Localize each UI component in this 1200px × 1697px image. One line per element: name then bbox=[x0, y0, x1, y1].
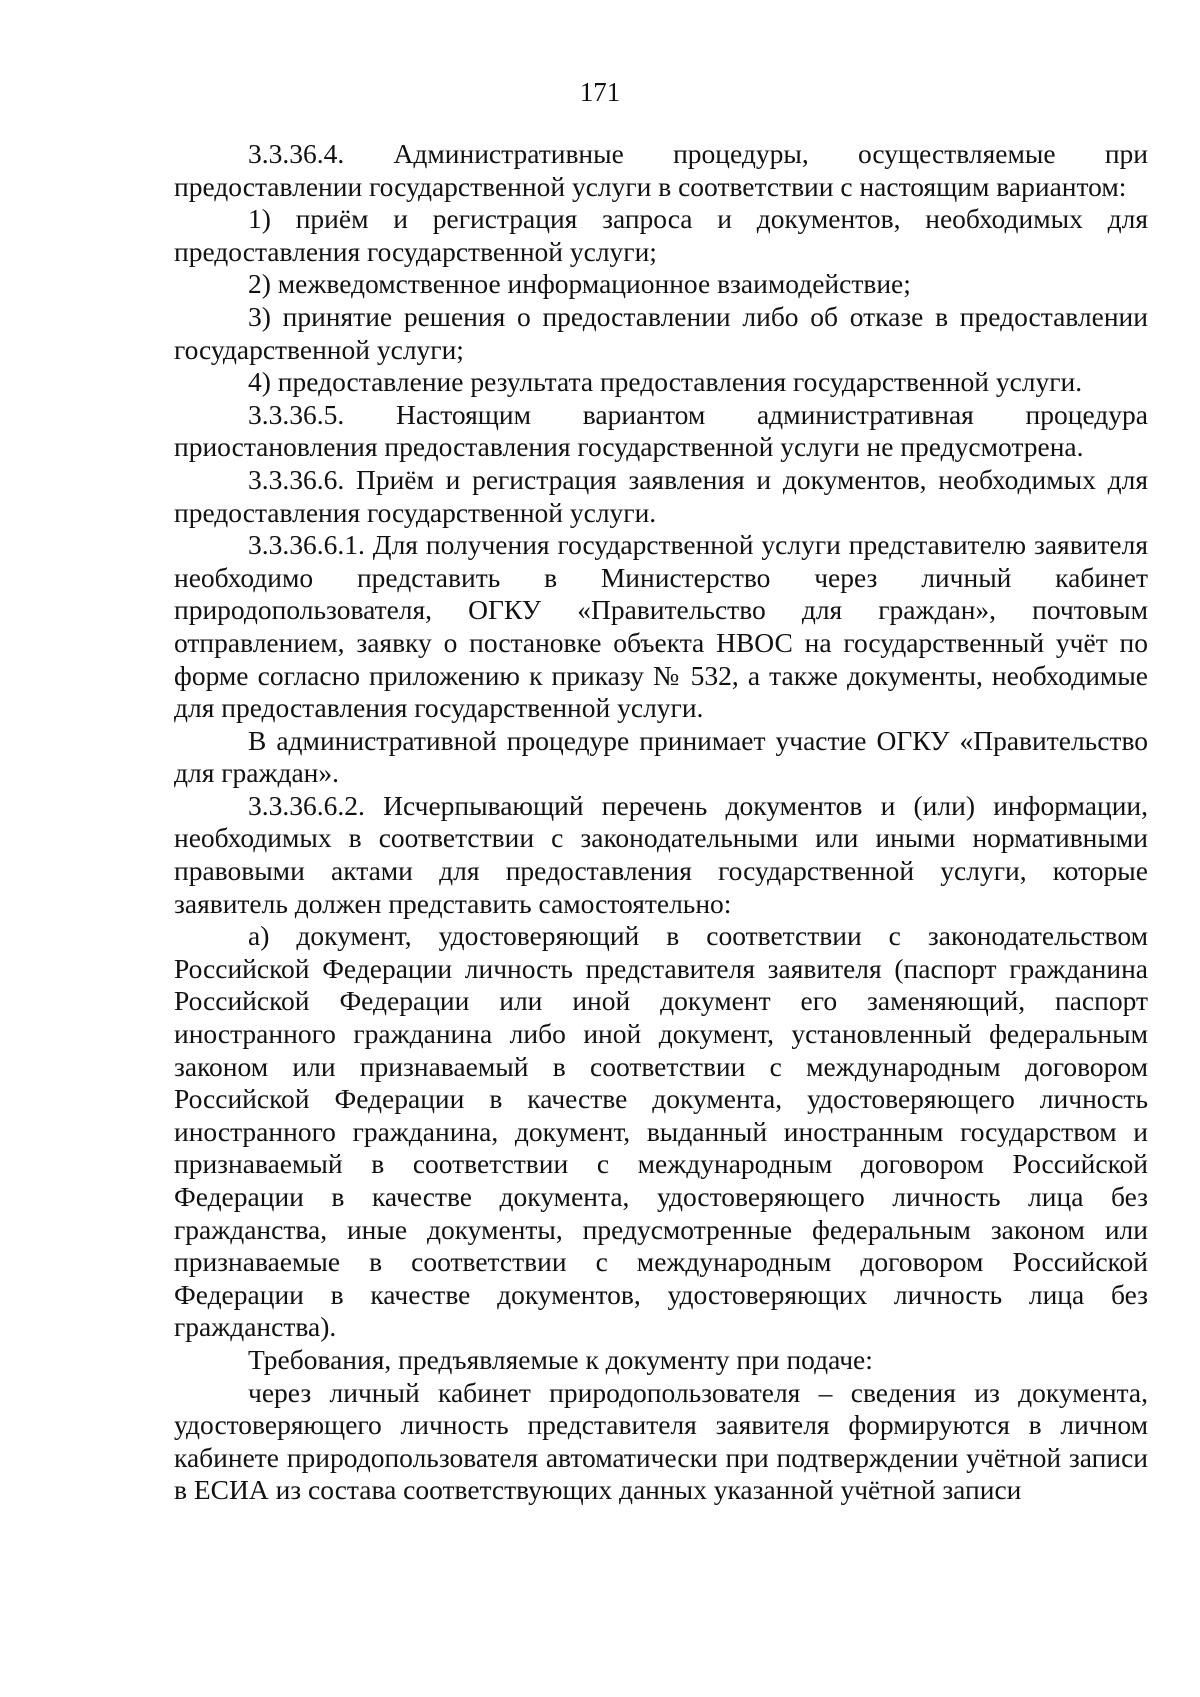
paragraph-3-3-36-4: 3.3.36.4. Административные процедуры, осуществляемые при предоставлении государственной услуги в соответствии с настоящим вариантом: bbox=[174, 138, 1148, 202]
paragraph-3-3-36-5: 3.3.36.5. Настоящим вариантом административная процедура приостановления предоставления государственной услуги не предусмотрена. bbox=[174, 398, 1148, 463]
page-number: 171 bbox=[579, 77, 621, 107]
list-item-a: а) документ, удостоверяющий в соответствии с законодательством Российской Федерации личность представителя заявителя (паспорт гражданина Российской Федерации или иной документ его заменяющий, паспорт иностранного гражданина либо иной документ, установленный федеральным законом или признаваемый в соответствии с международным договором Российской Федерации в качестве документа, удостоверяющего личность иностранного гражданина, документ, выданный иностранным государством и признаваемый в соответствии с международным договором Российской Федерации в качестве документа, удостоверяющего личность лица без гражданства, иные документы, предусмотренные федеральным законом или признаваемые в соответствии с международным договором Российской Федерации в качестве документов, удостоверяющих личность лица без гражданства). bbox=[174, 920, 1148, 1343]
list-item-2: 2) межведомственное информационное взаимодействие; bbox=[248, 268, 911, 300]
list-item-1: 1) приём и регистрация запроса и документов, необходимых для предоставления государственной услуги; bbox=[174, 203, 1148, 267]
paragraph-3-3-36-6-2: 3.3.36.6.2. Исчерпывающий перечень документов и (или) информации, необходимых в соответствии с законодательными или иными нормативными правовыми актами для предоставления государственной услуги, которые заявитель должен представить самостоятельно: bbox=[174, 789, 1148, 919]
list-item-4: 4) предоставление результата предоставления государственной услуги. bbox=[248, 366, 1083, 398]
paragraph-requirements: Требования, предъявляемые к документу при подаче: bbox=[248, 1343, 873, 1375]
paragraph-participation: В административной процедуре принимает участие ОГКУ «Правительство для граждан». bbox=[174, 724, 1148, 789]
paragraph-3-3-36-6-1: 3.3.36.6.1. Для получения государственной услуги представителю заявителя необходимо представить в Министерство через личный кабинет природопользователя, ОГКУ «Правительство для граждан», почтовым отправлением, заявку о постановке объекта НВОС на государственный учёт по форме согласно приложению к приказу № 532, а также документы, необходимые для предоставления государственной услуги. bbox=[174, 529, 1148, 724]
list-item-3: 3) принятие решения о предоставлении либо об отказе в предоставлении государственной услуги; bbox=[174, 300, 1148, 365]
document-body bbox=[174, 138, 1148, 1507]
paragraph-3-3-36-6: 3.3.36.6. Приём и регистрация заявления и документов, необходимых для предоставления государственной услуги. bbox=[174, 463, 1148, 528]
paragraph-personal-cabinet: через личный кабинет природопользователя – сведения из документа, удостоверяющего личность представителя заявителя формируются в личном кабинете природопользователя автоматически при подтверждении учётной записи в ЕСИА из состава соответствующих данных указанной учётной записи bbox=[174, 1376, 1148, 1506]
